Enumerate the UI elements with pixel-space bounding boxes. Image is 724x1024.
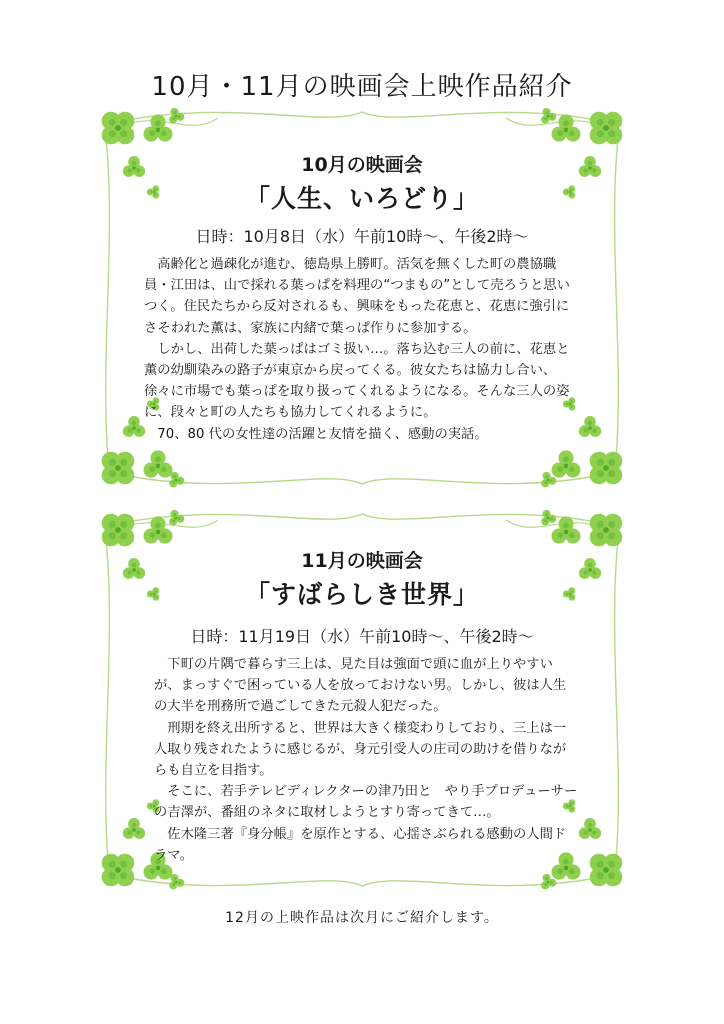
synopsis-paragraph: 70、80 代の女性達の活躍と友情を描く、感動の実話。 <box>157 426 488 442</box>
november-section <box>98 500 626 900</box>
clover-icon <box>102 452 135 485</box>
synopsis-paragraph: 佐木隆三著『身分帳』を原作とする、心揺さぶられる感動の人間ドラマ。 <box>154 826 567 863</box>
october-section <box>98 98 626 498</box>
synopsis-paragraph: しかし、出荷した葉っぱはゴミ扱い…。落ち込む三人の前に、花恵と薫の幼馴染みの路子が東京から戻ってくる。彼女たちは協力し合い、徐々に市場でも葉っぱを取り扱ってくれるようになる。そんな三人の姿に、段々と町の人たちも協力してくれるように。 <box>144 341 570 421</box>
synopsis-paragraph: 刑期を終え出所すると、世界は大きく様変わりしており、三上は一人取り残されたように感じるが、身元引受人の庄司の助けを借りながらも自立を目指す。 <box>154 720 567 779</box>
clover-icon <box>590 514 623 547</box>
clover-icon <box>102 854 135 887</box>
clover-icon <box>123 416 145 437</box>
october-header <box>98 150 626 215</box>
clover-icon <box>590 452 623 485</box>
page-title: 10月・11月の映画会上映作品紹介 <box>151 72 573 102</box>
clover-icon <box>143 450 172 477</box>
clover-icon <box>579 818 601 839</box>
clover-icon <box>169 108 184 124</box>
synopsis <box>144 254 576 445</box>
synopsis-paragraph: そこに、若手テレビディレクターの津乃田と やり手プロデューサーの吉澤が、番組のネタに取材しようとすり寄ってきて…。 <box>154 784 578 821</box>
clover-icon <box>541 108 556 124</box>
section-heading: 10月の映画会 <box>301 154 423 176</box>
clover-icon <box>169 510 184 526</box>
clover-icon <box>590 854 623 887</box>
clover-icon <box>590 112 623 145</box>
clover-icon <box>143 114 172 141</box>
vine-line <box>128 878 596 886</box>
clover-icon <box>169 874 184 890</box>
film-title: 「人生、いろどり」 <box>244 184 479 213</box>
clover-icon <box>102 112 135 145</box>
clover-icon <box>102 514 135 547</box>
synopsis-paragraph: 高齢化と過疎化が進む、徳島県上勝町。活気を無くした町の農協職員・江田は、山で採れる葉っぱを料理の“つまもの”として売ろうと思いつく。住民たちから反対されるも、興味をもった花恵と、花恵に強引にさそわれた薫は、家族に内緒で葉っぱ作りに参加する。 <box>144 257 570 336</box>
vine-line <box>128 514 596 522</box>
section-heading: 11月の映画会 <box>301 550 423 572</box>
clover-icon <box>579 416 601 437</box>
clover-icon <box>143 516 172 543</box>
vine-line <box>128 476 596 484</box>
clover-icon <box>123 818 145 839</box>
synopsis <box>154 654 578 866</box>
clover-icon <box>551 450 580 477</box>
film-title: 「すばらしき世界」 <box>244 580 479 609</box>
november-header <box>98 546 626 611</box>
vine-line <box>128 112 596 120</box>
footer-note: 12月の上映作品は次月にご紹介します。 <box>225 910 499 926</box>
schedule: 日時：11月19日（水）午前10時～、午後2時～ <box>190 627 534 646</box>
schedule: 日時：10月8日（水）午前10時～、午後2時～ <box>195 227 529 246</box>
synopsis-paragraph: 下町の片隅で暮らす三上は、見た目は強面で頭に血が上りやすいが、まっすぐで困っている人を放っておけない男。しかし、彼は人生の大半を刑務所で過ごしてきた元殺人犯だった。 <box>154 657 567 715</box>
clover-icon <box>169 472 184 488</box>
clover-icon <box>541 510 556 526</box>
